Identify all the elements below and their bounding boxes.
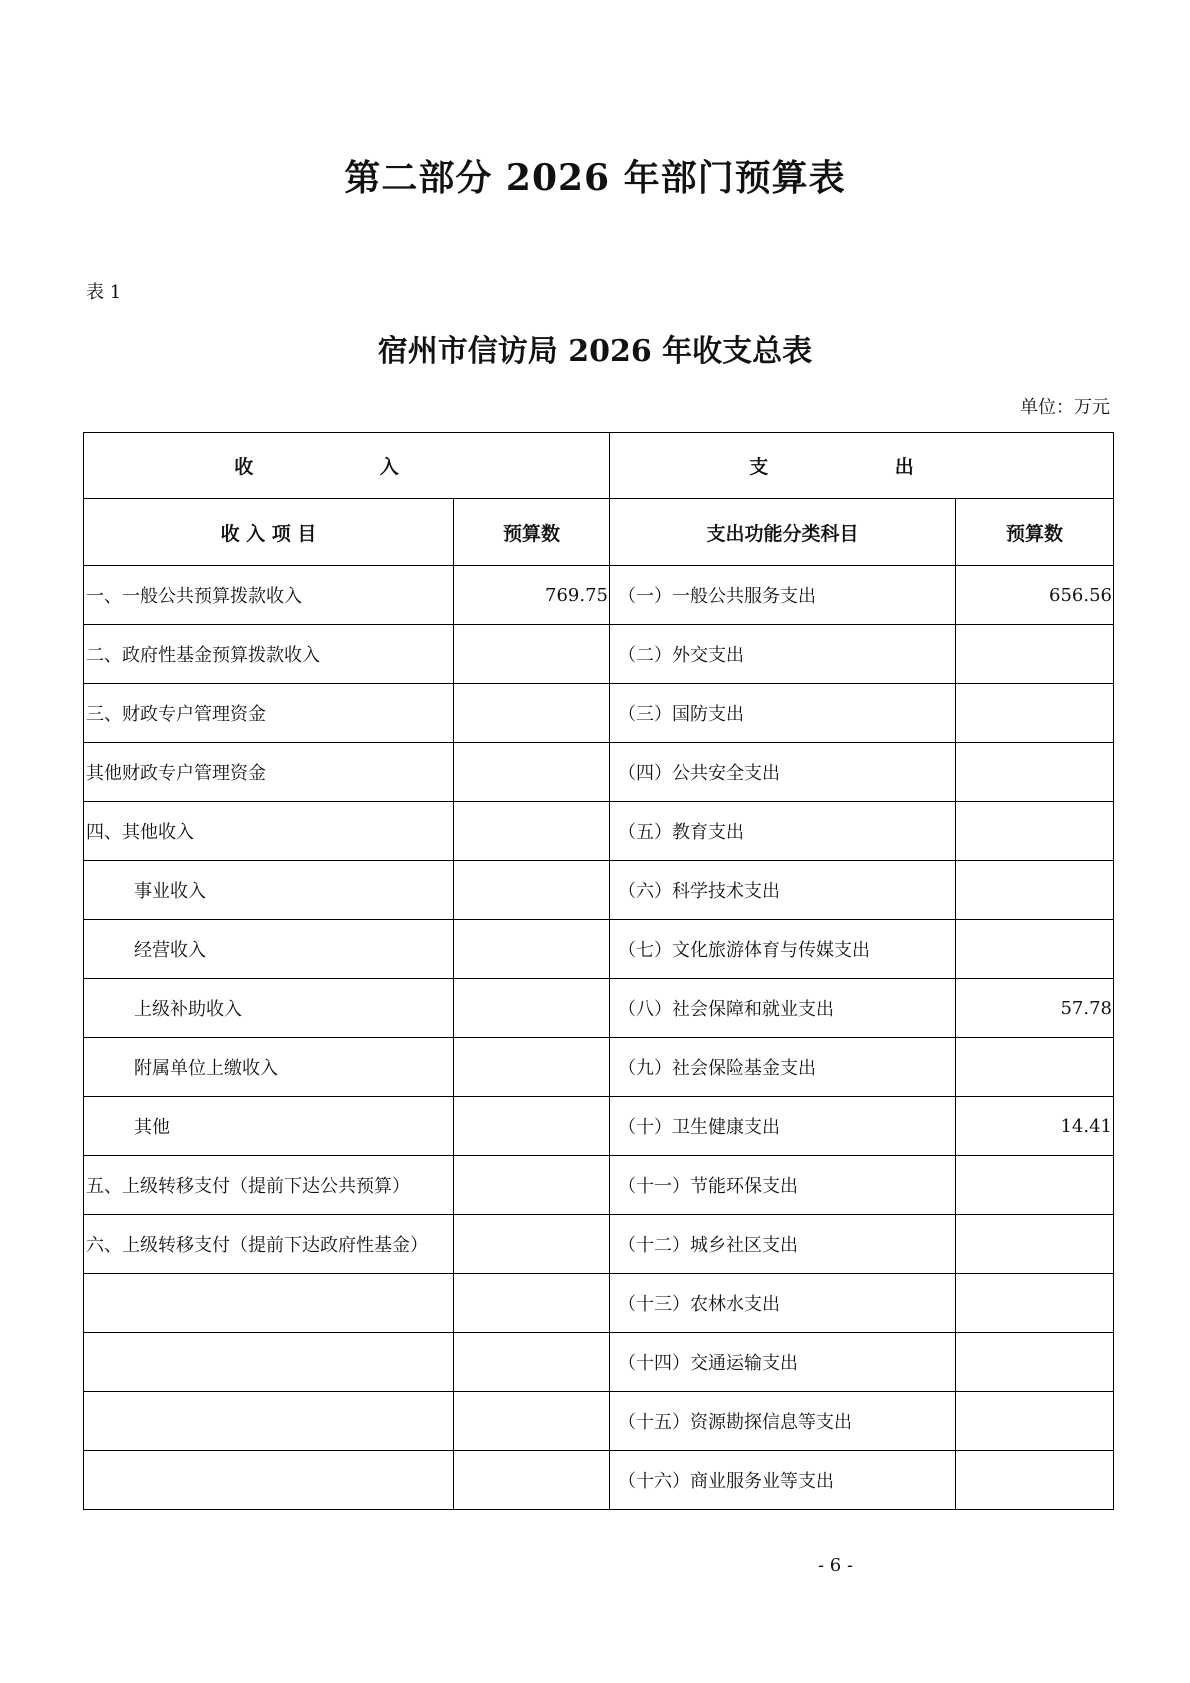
table-row — [84, 1274, 1114, 1333]
expense-group-header: 支 出 — [610, 433, 1114, 499]
expense-budget-cell — [956, 802, 1114, 861]
table-row — [84, 684, 1114, 743]
expense-item-cell: （三）国防支出 — [610, 684, 956, 743]
table-row — [84, 802, 1114, 861]
table-row — [84, 1156, 1114, 1215]
income-group-header: 收 入 — [84, 433, 610, 499]
income-item-cell: 经营收入 — [84, 920, 454, 979]
income-item-cell: 上级补助收入 — [84, 979, 454, 1038]
group-header-row — [84, 433, 1114, 499]
expense-item-cell: （九）社会保险基金支出 — [610, 1038, 956, 1097]
income-item-cell — [84, 1274, 454, 1333]
expense-budget-cell — [956, 1333, 1114, 1392]
table-row — [84, 625, 1114, 684]
table-label: 表 1 — [86, 282, 122, 303]
expense-budget-cell: 14.41 — [956, 1097, 1114, 1156]
income-budget-cell — [454, 802, 610, 861]
table-row — [84, 861, 1114, 920]
expense-budget-cell: 57.78 — [956, 979, 1114, 1038]
table-row — [84, 743, 1114, 802]
income-budget-cell — [454, 1156, 610, 1215]
income-budget-cell — [454, 1274, 610, 1333]
expense-budget-cell — [956, 743, 1114, 802]
table-row — [84, 566, 1114, 625]
expense-budget-cell — [956, 920, 1114, 979]
expense-item-cell: （一）一般公共服务支出 — [610, 566, 956, 625]
expense-budget-cell — [956, 1038, 1114, 1097]
income-budget-cell — [454, 1333, 610, 1392]
income-item-cell: 其他 — [84, 1097, 454, 1156]
income-item-cell: 五、上级转移支付（提前下达公共预算） — [84, 1156, 454, 1215]
expense-item-cell: （十三）农林水支出 — [610, 1274, 956, 1333]
income-budget-cell — [454, 920, 610, 979]
expense-item-cell: （六）科学技术支出 — [610, 861, 956, 920]
income-budget-cell — [454, 979, 610, 1038]
table-row — [84, 1215, 1114, 1274]
income-budget-cell: 769.75 — [454, 566, 610, 625]
income-item-cell: 三、财政专户管理资金 — [84, 684, 454, 743]
income-item-cell: 事业收入 — [84, 861, 454, 920]
unit-label: 单位：万元 — [1020, 397, 1110, 418]
budget-summary-table — [83, 432, 1114, 1510]
expense-item-cell: （十）卫生健康支出 — [610, 1097, 956, 1156]
income-item-cell: 附属单位上缴收入 — [84, 1038, 454, 1097]
expense-budget-cell — [956, 1215, 1114, 1274]
table-row — [84, 920, 1114, 979]
expense-item-cell: （十六）商业服务业等支出 — [610, 1451, 956, 1510]
income-item-header: 收 入 项 目 — [84, 499, 454, 566]
expense-budget-cell — [956, 625, 1114, 684]
table-row — [84, 979, 1114, 1038]
income-budget-cell — [454, 1038, 610, 1097]
income-budget-header: 预算数 — [454, 499, 610, 566]
expense-item-cell: （二）外交支出 — [610, 625, 956, 684]
expense-budget-cell — [956, 1156, 1114, 1215]
expense-budget-cell — [956, 1451, 1114, 1510]
income-item-cell: 四、其他收入 — [84, 802, 454, 861]
table-body — [84, 566, 1114, 1510]
table-row — [84, 1333, 1114, 1392]
table-row — [84, 1038, 1114, 1097]
expense-item-cell: （五）教育支出 — [610, 802, 956, 861]
table-title: 宿州市信访局 2026 年收支总表 — [377, 334, 813, 369]
expense-budget-cell — [956, 1392, 1114, 1451]
income-budget-cell — [454, 625, 610, 684]
expense-item-cell: （十二）城乡社区支出 — [610, 1215, 956, 1274]
income-item-cell — [84, 1451, 454, 1510]
expense-item-cell: （十五）资源勘探信息等支出 — [610, 1392, 956, 1451]
income-budget-cell — [454, 1215, 610, 1274]
expense-item-cell: （八）社会保障和就业支出 — [610, 979, 956, 1038]
income-item-cell: 六、上级转移支付（提前下达政府性基金） — [84, 1215, 454, 1274]
expense-budget-cell — [956, 1274, 1114, 1333]
column-header-row — [84, 499, 1114, 566]
income-item-cell: 一、一般公共预算拨款收入 — [84, 566, 454, 625]
table-row — [84, 1451, 1114, 1510]
income-item-cell: 二、政府性基金预算拨款收入 — [84, 625, 454, 684]
expense-budget-cell — [956, 684, 1114, 743]
income-budget-cell — [454, 861, 610, 920]
page-number: - 6 - — [818, 1555, 854, 1576]
income-budget-cell — [454, 743, 610, 802]
expense-item-cell: （四）公共安全支出 — [610, 743, 956, 802]
expense-item-header: 支出功能分类科目 — [610, 499, 956, 566]
part-title: 第二部分 2026 年部门预算表 — [344, 157, 846, 199]
table-row — [84, 1392, 1114, 1451]
income-item-cell: 其他财政专户管理资金 — [84, 743, 454, 802]
expense-item-cell: （十一）节能环保支出 — [610, 1156, 956, 1215]
income-item-cell — [84, 1392, 454, 1451]
expense-item-cell: （十四）交通运输支出 — [610, 1333, 956, 1392]
table-row — [84, 1097, 1114, 1156]
expense-budget-cell: 656.56 — [956, 566, 1114, 625]
income-budget-cell — [454, 1392, 610, 1451]
income-budget-cell — [454, 1097, 610, 1156]
income-budget-cell — [454, 684, 610, 743]
expense-item-cell: （七）文化旅游体育与传媒支出 — [610, 920, 956, 979]
income-budget-cell — [454, 1451, 610, 1510]
expense-budget-header: 预算数 — [956, 499, 1114, 566]
income-item-cell — [84, 1333, 454, 1392]
expense-budget-cell — [956, 861, 1114, 920]
